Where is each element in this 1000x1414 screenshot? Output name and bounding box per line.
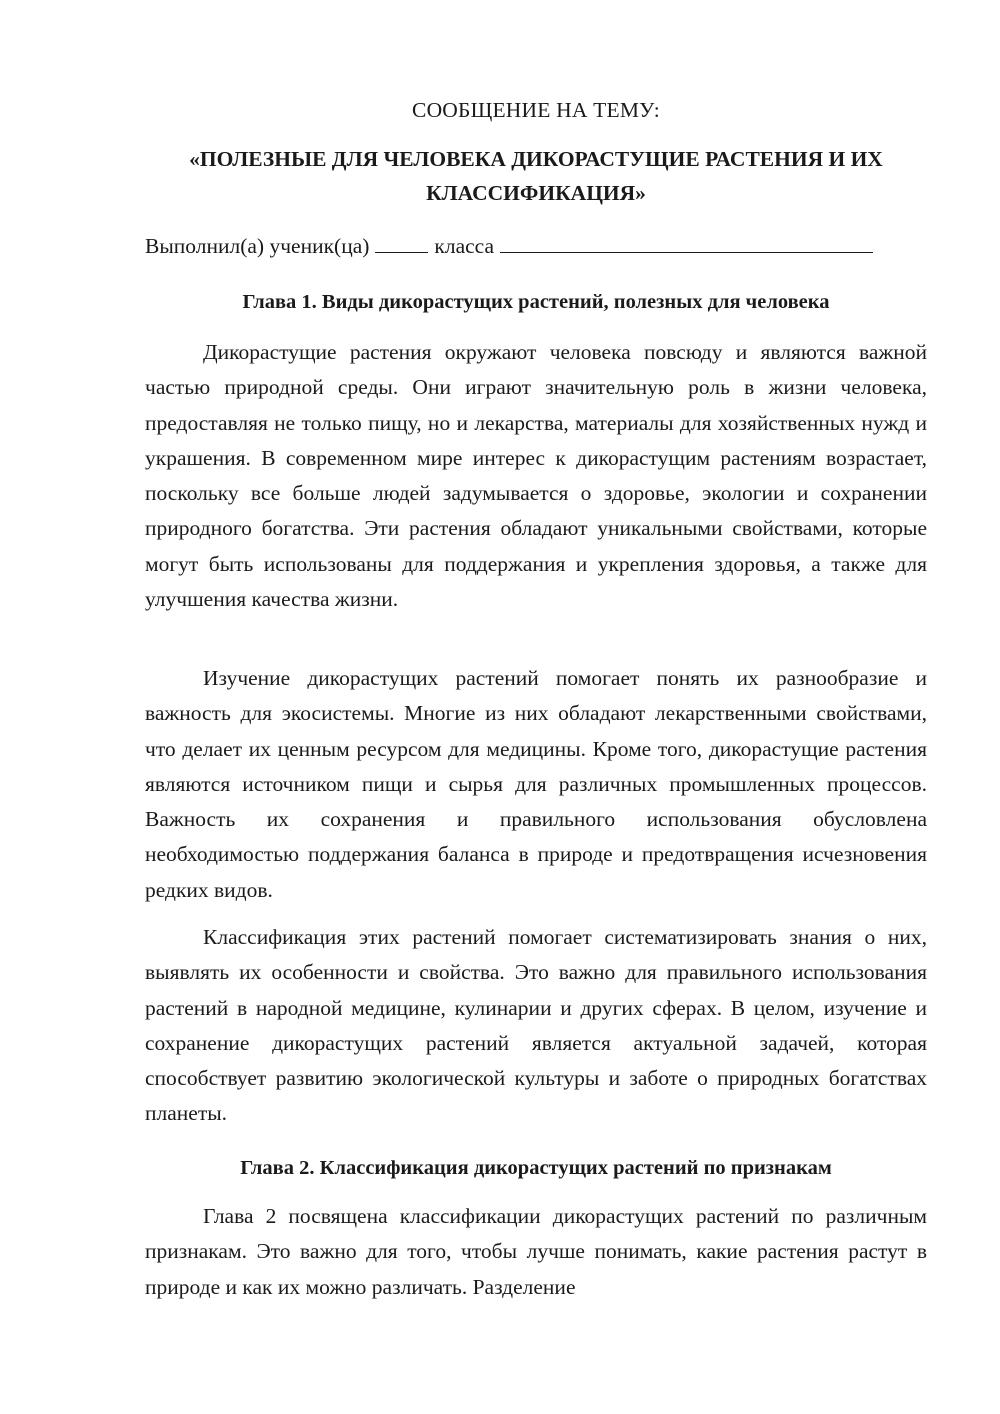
author-byline — [145, 232, 927, 260]
chapter-1-paragraph-2: Изучение дикорастущих растений помогает понять их разнообразие и важность для экосистемы. Многие из них обладают лекарственными свойствами, что делает их ценным ресурсом для медицины. Кроме того, дикорастущие растения являются источником пищи и сырья для различных промышленных процессов. Важность их сохранения и правильного использования обусловлена необходимостью поддержания баланса в природе и предотвращения исчезновения редких видов. — [145, 666, 927, 902]
student-name-blank[interactable] — [500, 232, 873, 253]
chapter-1-paragraph-1: Дикорастущие растения окружают человека повсюду и являются важной частью природной среды. Они играют значительную роль в жизни человека, предоставляя не только пищу, но и лекарства, материалы для хозяйственных нужд и украшения. В современном мире интерес к дикорастущим растениям возрастает, поскольку все больше людей задумывается о здоровье, экологии и сохранении природного богатства. Эти растения обладают уникальными свойствами, которые могут быть использованы для поддержания и укрепления здоровья, а также для улучшения качества жизни. — [145, 340, 927, 612]
byline-class-word: класса — [434, 234, 495, 258]
chapter-2-heading: Глава 2. Классификация дикорастущих растений по признакам — [240, 1157, 832, 1179]
chapter-1-paragraph-3: Классификация этих растений помогает систематизировать знания о них, выявлять их особенности и свойства. Это важно для правильного использования растений в народной медицине, кулинарии и других сферах. В целом, изучение и сохранение дикорастущих растений является актуальной задачей, которая способствует развитию экологической культуры и заботе о природных богатствах планеты. — [145, 925, 927, 1126]
class-number-blank[interactable] — [375, 232, 428, 253]
document-title-text: «ПОЛЕЗНЫЕ ДЛЯ ЧЕЛОВЕКА ДИКОРАСТУЩИЕ РАСТЕНИЯ И ИХ КЛАССИФИКАЦИЯ» — [189, 147, 883, 205]
chapter-2-paragraph-1: Глава 2 посвящена классификации дикорастущих растений по различным признакам. Это важно для того, чтобы лучше понимать, какие растения растут в природе и как их можно различать. Разделение — [145, 1204, 927, 1299]
document-title — [145, 142, 927, 210]
document-kicker: СООБЩЕНИЕ НА ТЕМУ: — [412, 98, 660, 122]
chapter-1-heading: Глава 1. Виды дикорастущих растений, полезных для человека — [242, 291, 830, 313]
byline-prefix: Выполнил(а) ученик(ца) — [145, 234, 370, 258]
